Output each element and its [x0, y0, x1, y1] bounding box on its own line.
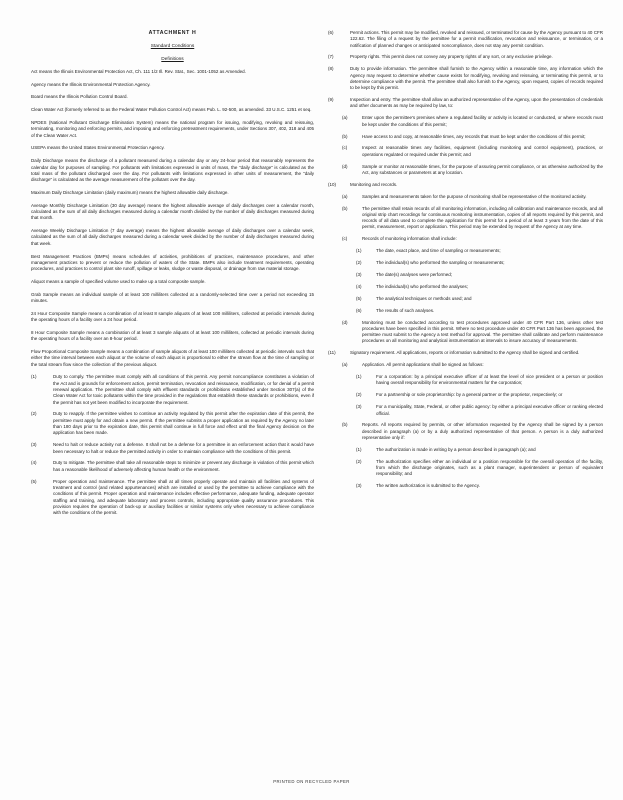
condition-number: (5)	[31, 478, 37, 484]
record-number: (1)	[356, 248, 362, 254]
condition-number: (2)	[31, 411, 37, 417]
condition-item	[328, 66, 603, 91]
condition-number: (4)	[31, 460, 37, 466]
record-number: (4)	[356, 283, 362, 289]
condition-item	[328, 182, 603, 188]
application-item	[356, 404, 603, 417]
condition-text: Duty to comply. The permittee must comply with all conditions of this permit. Any permit noncompliance constitutes a violation of the Act and is grounds for enforcement action, permit termination, revocation and reissuance, modification, or for denial of a permit renewal application. The permittee shall comply with effluent standards or prohibitions established under Section 307(a) of the Clean Water Act for toxic pollutants within the time provided in the regulations that establish these standards or prohibitions, even if the permit has not yet been modified to incorporate the requirement.	[53, 374, 314, 405]
subcondition-item	[342, 145, 603, 158]
application-item	[356, 392, 603, 398]
record-number: (6)	[356, 307, 362, 313]
subcondition-item	[342, 134, 603, 140]
subcondition-text: Enter upon the permittee's premises where a regulated facility or activity is located or conducted, or where records must be kept under the conditions of this permit;	[362, 115, 603, 127]
report-item	[356, 483, 603, 489]
monitoring-subitems	[342, 194, 603, 345]
subcondition-letter: (d)	[342, 163, 348, 169]
condition-text: Duty to provide information. The permittee shall furnish to the Agency within a reasonable time, any information which the Agency may request to determine whether cause exists for modifying, revoking and reissuing, or terminating this permit, or to determine compliance with the permit. The permittee shall also furnish to the Agency, upon request, copies of records required to be kept by this permit.	[350, 66, 603, 91]
condition-number: (7)	[328, 54, 334, 60]
definition-paragraph: Daily Discharge means the discharge of a pollutant measured during a calendar day or any 24-hour period that reasonably represents the calendar day for purposes of sampling. For pollutants with limitations expressed in units of mass, the "daily discharge" is calculated as the total mass of the pollutant discharged over the day. For pollutants with limitations expressed in other units of measurement, the "daily discharge" is calculated as the average measurement of the pollutant over the day.	[31, 158, 314, 183]
record-text: The results of such analyses.	[376, 307, 435, 313]
subcondition-letter: (b)	[342, 422, 348, 428]
subcondition-item	[342, 422, 603, 441]
report-text: The authorization specifies either an individual or a position responsible for the overall operation of the facility, from which the discharge originates, such as a plant manager, superintendent or person of equivalent responsibility; and	[376, 458, 603, 477]
condition-text: Signatory requirement. All applications, reports or information submitted to the Agency shall be signed and certified.	[350, 350, 580, 356]
application-list	[356, 374, 603, 417]
application-text: For a municipality, State, Federal, or other public agency: by either a principal executive officer or ranking elected official.	[376, 404, 603, 416]
definition-paragraph: 8 Hour Composite Sample means a combination of at least 3 sample aliquots of at least 100 milliliters, collected at periodic intervals during the operating hours of a facility over an 8-hour period.	[31, 329, 314, 342]
record-item	[356, 284, 603, 290]
record-item	[356, 272, 603, 278]
conditions-list-left	[31, 374, 314, 516]
report-text: The written authorization is submitted to the Agency.	[376, 483, 480, 489]
inspection-subitems	[342, 115, 603, 176]
condition-number: (11)	[328, 350, 336, 356]
record-text: The analytical techniques or methods used; and	[376, 295, 472, 301]
condition-text: Duty to reapply. If the permittee wishes to continue an activity regulated by this permit after the expiration date of this permit, the permittee must apply for and obtain a new permit. If the permittee submits a proper application as required by the Agency no later than 180 days prior to the expiration date, this permit shall continue in full force and effect until the final Agency decision on the application has been made.	[53, 411, 314, 436]
condition-text: Need to halt or reduce activity not a defense. It shall not be a defense for a permittee in an enforcement action that it would have been necessary to halt or reduce the permitted activity in order to maintain compliance with the conditions of this permit.	[53, 442, 314, 454]
subcondition-item	[342, 194, 603, 200]
definition-paragraph: Agency means the Illinois Environmental Protection Agency.	[31, 81, 151, 87]
subcondition-text: Application. All permit applications shall be signed as follows:	[362, 362, 484, 368]
definition-paragraph: Best Management Practices (BMPs) means schedules of activities, prohibitions of practices, maintenance procedures, and other management practices to prevent or reduce the pollution of waters of the State. BMPs also include treatment requirements, operating procedures, and practices to control plant site runoff, spillage or leaks, sludge or waste disposal, or drainage from raw material storage.	[31, 253, 314, 272]
record-text: The individual(s) who performed the analyses;	[376, 283, 469, 289]
condition-item	[328, 54, 603, 60]
report-number: (2)	[356, 458, 362, 464]
signatory-subitems	[342, 362, 603, 489]
condition-text: Monitoring and records.	[350, 181, 398, 187]
subcondition-letter: (a)	[342, 193, 348, 199]
record-text: The individual(s) who performed the sampling or measurements;	[376, 260, 505, 266]
definition-paragraph: Act means the Illinois Environmental Protection Act, Ch. 111 1/2 Ill. Rev. Stat., Sec. 1001-1052 as Amended.	[31, 68, 246, 74]
condition-text: Proper operation and maintenance. The permittee shall at all times properly operate and maintain all facilities and systems of treatment and control (and related appurtenances) which are installed or used by the permittee to achieve compliance with the conditions of this permit. Proper operation and maintenance includes effective performance, adequate funding, adequate operator staffing and training, and adequate laboratory and process controls, including appropriate quality assurance procedures. This provision requires the operation of back-up or auxiliary facilities or similar systems only when necessary to achieve compliance with the conditions of the permit.	[53, 478, 314, 516]
condition-item	[328, 350, 603, 356]
condition-text: Inspection and entry. The permittee shall allow an authorized representative of the Agency, upon the presentation of credentials and other documents as may be required by law, to:	[350, 97, 603, 109]
application-number: (3)	[356, 404, 362, 410]
definitions-list	[31, 69, 314, 368]
subcondition-text: Monitoring must be conducted according to test procedures approved under 40 CFR Part 136, unless other test procedures have been specified in this permit. Where no test procedure under 40 CFR Part 136 has been approved, the permittee must submit to the Agency a test method for approval. The permittee shall calibrate and perform maintenance procedures on all monitoring and analytical instrumentation at intervals to insure accuracy of measurements.	[362, 319, 603, 344]
subcondition-item	[342, 206, 603, 231]
condition-item	[31, 411, 314, 436]
subcondition-letter: (c)	[342, 145, 348, 151]
subcondition-letter: (b)	[342, 133, 348, 139]
condition-number: (10)	[328, 181, 337, 187]
definition-paragraph: Average Monthly Discharge Limitation (30 day average) means the highest allowable average of daily discharges over a calendar month, calculated as the sum of all daily discharges measured during a calendar month divided by the number of daily discharges measured during that month.	[31, 202, 314, 221]
condition-item	[31, 442, 314, 455]
record-item	[356, 296, 603, 302]
subcondition-item	[342, 164, 603, 177]
subcondition-letter: (b)	[342, 205, 348, 211]
application-text: For a partnership or sole proprietorship: by a general partner or the proprietor, respectively; or	[376, 392, 563, 398]
condition-item	[31, 460, 314, 473]
definition-paragraph: Aliquot means a sample of specified volume used to make up a total composite sample.	[31, 278, 206, 284]
record-number: (2)	[356, 260, 362, 266]
reports-list	[356, 447, 603, 490]
subcondition-item	[342, 320, 603, 345]
subcondition-letter: (c)	[342, 236, 348, 242]
condition-number: (6)	[328, 30, 334, 35]
definition-paragraph: Board means the Illinois Pollution Control Board.	[31, 94, 128, 100]
definition-paragraph: Grab Sample means an individual sample of at least 100 milliliters collected at a randomly-selected time over a period not exceeding 15 minutes.	[31, 291, 314, 304]
records-list	[356, 248, 603, 314]
condition-text: Duty to mitigate. The permittee shall take all reasonable steps to minimize or prevent any discharge in violation of this permit which has a reasonable likelihood of adversely affecting human health or the environment.	[53, 460, 314, 472]
record-item	[356, 308, 603, 314]
definition-paragraph: Maximum Daily Discharge Limitation (daily maximum) means the highest allowable daily discharge.	[31, 189, 229, 195]
definition-paragraph: NPDES (National Pollutant Discharge Elimination System) means the national program for issuing, modifying, revoking and reissuing, terminating, monitoring and enforcing permits, and imposing and enforcing pretreatment requirements, under Sections 307, 402, 318 and 405 of the Clean Water Act.	[31, 120, 314, 138]
condition-item	[328, 30, 603, 49]
subcondition-letter: (a)	[342, 362, 348, 368]
record-text: The date, exact place, and time of sampling or measurements;	[376, 248, 501, 254]
subcondition-letter: (a)	[342, 115, 348, 121]
definition-paragraph: Average Weekly Discharge Limitation (7 day average) means the highest allowable average of daily discharges over a calendar week, calculated as the sum of all daily discharges measured during a calendar week divided by the number of daily discharges measured during that week.	[31, 228, 314, 246]
definition-paragraph: USEPA means the United States Environmental Protection Agency.	[31, 145, 165, 151]
condition-number: (8)	[328, 66, 334, 72]
standard-conditions-heading: Standard Conditions	[150, 44, 195, 50]
subcondition-text: Records of monitoring information shall include:	[362, 236, 457, 242]
subcondition-text: Sample or monitor at reasonable times, for the purpose of assuring permit compliance, or as otherwise authorized by the Act, any substances or parameters at any location.	[362, 163, 603, 175]
record-item	[356, 248, 603, 254]
report-item	[356, 459, 603, 478]
subcondition-text: Samples and measurements taken for the purpose of monitoring shall be representative of the monitored activity.	[362, 193, 587, 199]
attachment-title: ATTACHMENT H	[148, 30, 197, 36]
subcondition-text: Reports. All reports required by permits, or other information requested by the Agency shall be signed by a person described in paragraph (a) or by a duly authorized representative of that person. A person is a duly authorized representative only if:	[362, 422, 603, 441]
subcondition-text: The permittee shall retain records of all monitoring information, including all calibration and maintenance records, and all original strip chart recordings for continuous monitoring instrumentation, copies of all reports required by this permit, and records of all data used to complete the application for this permit for a period of at least 3 years from the date of this permit, measurement, report or application. This period may be extended by request of the Agency at any time.	[362, 205, 603, 230]
subcondition-item	[342, 362, 603, 368]
definition-paragraph: Flow Proportional Composite Sample means a combination of sample aliquots of at least 100 milliliters collected at periodic intervals such that either the time interval between each aliquot or the volume of each aliquot is proportional to either the stream flow at the time of sampling or the total stream flow since the collection of the previous aliquot.	[31, 349, 314, 367]
right-column	[328, 30, 603, 495]
left-column	[31, 30, 314, 522]
condition-item	[31, 374, 314, 405]
subcondition-letter: (d)	[342, 319, 348, 325]
report-text: The authorization is made in writing by a person described in paragraph (a); and	[376, 446, 536, 452]
application-text: For a corporation: by a principal executive officer of at least the level of vice president or a person or position having overall responsibility for environmental matters for the corporation;	[376, 374, 603, 386]
condition-item	[31, 479, 314, 517]
application-number: (1)	[356, 374, 362, 380]
report-number: (1)	[356, 446, 362, 452]
subcondition-text: Inspect at reasonable times any facilities, equipment (including monitoring and control equipment), practices, or operations regulated or required under this permit; and	[362, 145, 603, 157]
definition-paragraph: Clean Water Act (formerly referred to as the Federal Water Pollution Control Act) means Pub. L. 92-500, as amended. 33 U.S.C. 1251 et seq.	[31, 107, 312, 113]
condition-text: Permit actions. This permit may be modified, revoked and reissued, or terminated for cause by the Agency pursuant to 40 CFR 122.62. The filing of a request by the permittee for a permit modification, revocation and reissuance, or termination, or a notification of planned changes or anticipated noncompliance, does not stay any permit condition.	[350, 30, 603, 48]
application-number: (2)	[356, 392, 362, 398]
condition-text: Property rights. This permit does not convey any property rights of any sort, or any exclusive privilege.	[350, 54, 553, 60]
subcondition-item	[342, 115, 603, 128]
record-text: The date(s) analyses were performed;	[376, 272, 453, 278]
report-number: (3)	[356, 483, 362, 489]
condition-number: (1)	[31, 374, 37, 380]
subcondition-text: Have access to and copy, at reasonable times, any records that must be kept under the conditions of this permit;	[362, 133, 586, 139]
application-item	[356, 374, 603, 387]
record-item	[356, 260, 603, 266]
subcondition-item	[342, 236, 603, 242]
report-item	[356, 447, 603, 453]
record-number: (5)	[356, 295, 362, 301]
condition-number: (3)	[31, 442, 37, 448]
definitions-heading: Definitions	[161, 56, 184, 62]
definition-paragraph: 24 Hour Composite Sample means a combination of at least 8 sample aliquots of at least 100 milliliters, collected at periodic intervals during the operating hours of a facility over a 24 hour period.	[31, 310, 314, 323]
recycled-paper-footer: PRINTED ON RECYCLED PAPER	[273, 779, 350, 784]
condition-item	[328, 97, 603, 110]
record-number: (3)	[356, 272, 362, 278]
condition-number: (9)	[328, 97, 334, 103]
